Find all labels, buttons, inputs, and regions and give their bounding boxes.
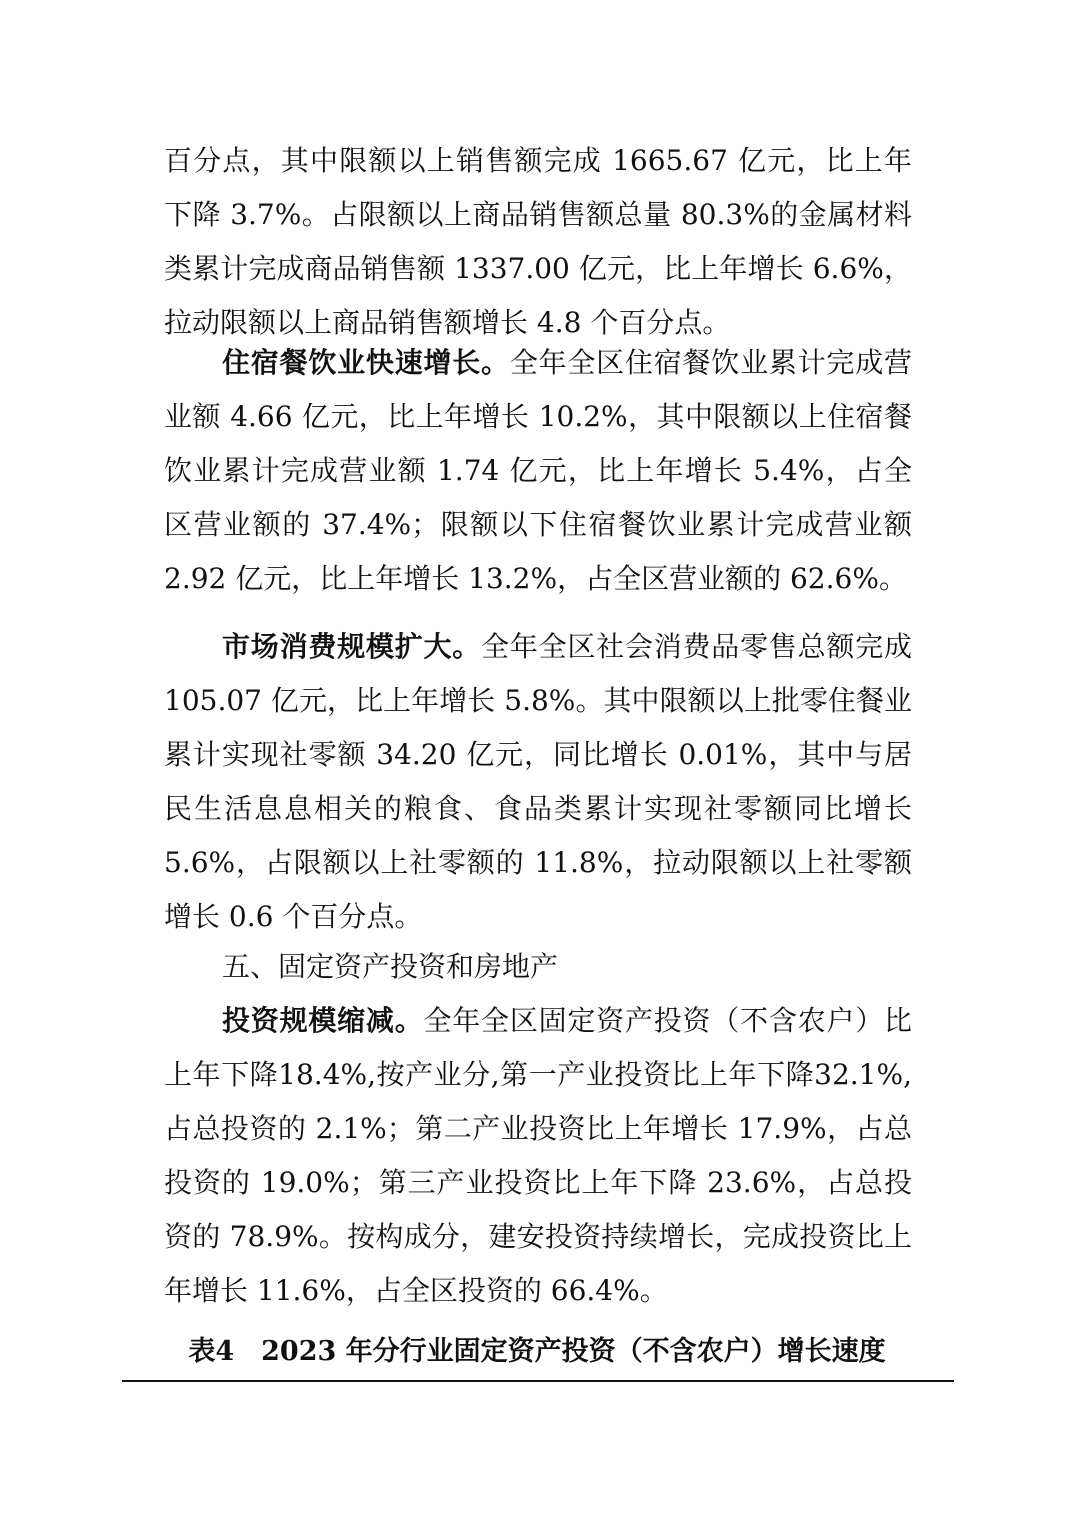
paragraph-lead: 投资规模缩减。 (222, 1004, 424, 1037)
paragraph-lead: 市场消费规模扩大。 (222, 630, 482, 663)
paragraph-retail-sales (164, 134, 912, 350)
paragraph-lead: 住宿餐饮业快速增长。 (222, 346, 510, 379)
paragraph-text: 全年全区住宿餐饮业累计完成营业额 4.66 亿元，比上年增长 10.2%，其中限额以上住宿餐饮业累计完成营业额 1.74 亿元，比上年增长 5.4%，占全区营业额的 37.4%；限额以下住宿餐饮业累计完成营业额 2.92 亿元，比上年增长 13.2%，占全区营业额的 62.6%。 (164, 346, 912, 595)
paragraph-consumer-market (164, 620, 912, 944)
paragraph-text: 百分点，其中限额以上销售额完成 1665.67 亿元，比上年下降 3.7%。占限额以上商品销售额总量 80.3%的金属材料类累计完成商品销售额 1337.00 亿元，比上年增长 6.6%，拉动限额以上商品销售额增长 4.8 个百分点。 (164, 144, 912, 339)
paragraph-text: 全年全区社会消费品零售总额完成 105.07 亿元，比上年增长 5.8%。其中限额以上批零住餐业累计实现社零额 34.20 亿元，同比增长 0.01%，其中与居民生活息息相关的粮食、食品类累计实现社零额同比增长 5.6%，占限额以上社零额的 11.8%，拉动限额以上社零额增长 0.6 个百分点。 (164, 630, 912, 933)
paragraph-investment (164, 994, 912, 1318)
table-caption: 表4 2023 年分行业固定资产投资（不含农户）增长速度 (188, 1336, 886, 1367)
table-top-rule (122, 1380, 954, 1382)
section-heading: 五、固定资产投资和房地产 (222, 950, 559, 983)
paragraph-text: 全年全区固定资产投资（不含农户）比上年下降18.4%,按产业分,第一产业投资比上年下降32.1%,占总投资的 2.1%；第二产业投资比上年增长 17.9%，占总投资的 19.0%；第三产业投资比上年下降 23.6%，占总投资的 78.9%。按构成分，建安投资持续增长，完成投资比上年增长 11.6%，占全区投资的 66.4%。 (164, 1004, 912, 1307)
paragraph-accommodation-catering (164, 336, 912, 606)
